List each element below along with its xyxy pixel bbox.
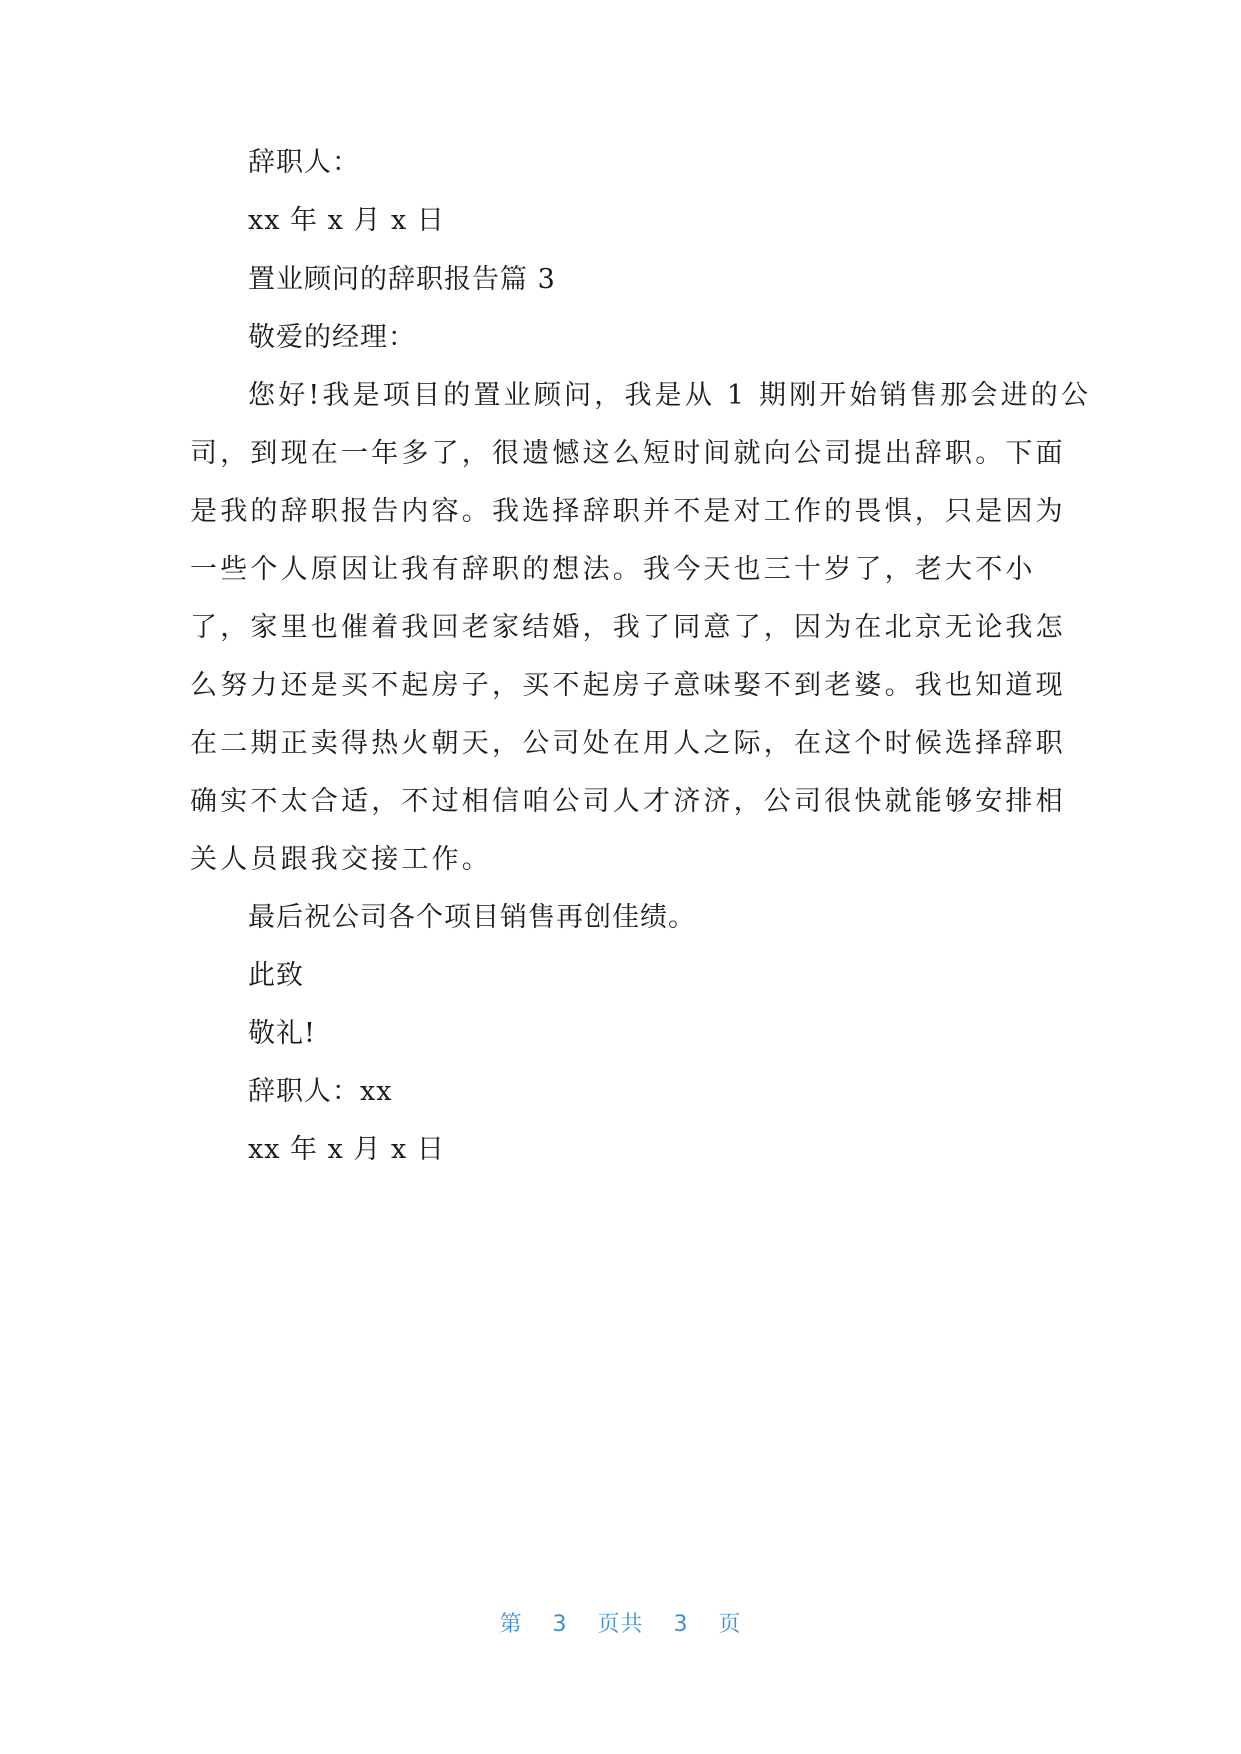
section-title: 置业顾问的辞职报告篇 3 bbox=[248, 264, 556, 295]
closing-jingli: 敬礼! bbox=[248, 1018, 316, 1049]
paragraph-line-1: 您好!我是项目的置业顾问，我是从 1 期刚开始销售那会进的公 bbox=[248, 380, 1092, 411]
greeting-line: 敬爱的经理： bbox=[248, 322, 416, 353]
date-line-bottom: xx 年 x 月 x 日 bbox=[248, 1134, 445, 1165]
paragraph-line-4: 一些个人原因让我有辞职的想法。我今天也三十岁了，老大不小 bbox=[190, 554, 1036, 585]
closing-cizhi: 此致 bbox=[248, 960, 304, 991]
paragraph-line-9: 关人员跟我交接工作。 bbox=[190, 844, 492, 875]
page-number-text: 第 3 页共 3 页 bbox=[499, 1612, 742, 1637]
paragraph-line-2: 司，到现在一年多了，很遗憾这么短时间就向公司提出辞职。下面 bbox=[190, 438, 1066, 469]
page-footer bbox=[0, 1607, 1241, 1638]
closing-wish: 最后祝公司各个项目销售再创佳绩。 bbox=[248, 902, 696, 933]
date-line-top: xx 年 x 月 x 日 bbox=[248, 205, 445, 236]
paragraph-line-8: 确实不太合适，不过相信咱公司人才济济，公司很快就能够安排相 bbox=[190, 786, 1066, 817]
paragraph-line-7: 在二期正卖得热火朝天，公司处在用人之际，在这个时候选择辞职 bbox=[190, 728, 1066, 759]
paragraph-line-6: 么努力还是买不起房子，买不起房子意味娶不到老婆。我也知道现 bbox=[190, 670, 1066, 701]
paragraph-line-5: 了，家里也催着我回老家结婚，我了同意了，因为在北京无论我怎 bbox=[190, 612, 1066, 643]
signer-label-line: 辞职人： bbox=[248, 147, 360, 178]
paragraph-line-3: 是我的辞职报告内容。我选择辞职并不是对工作的畏惧，只是因为 bbox=[190, 496, 1066, 527]
signer-line: 辞职人：xx bbox=[248, 1076, 393, 1107]
